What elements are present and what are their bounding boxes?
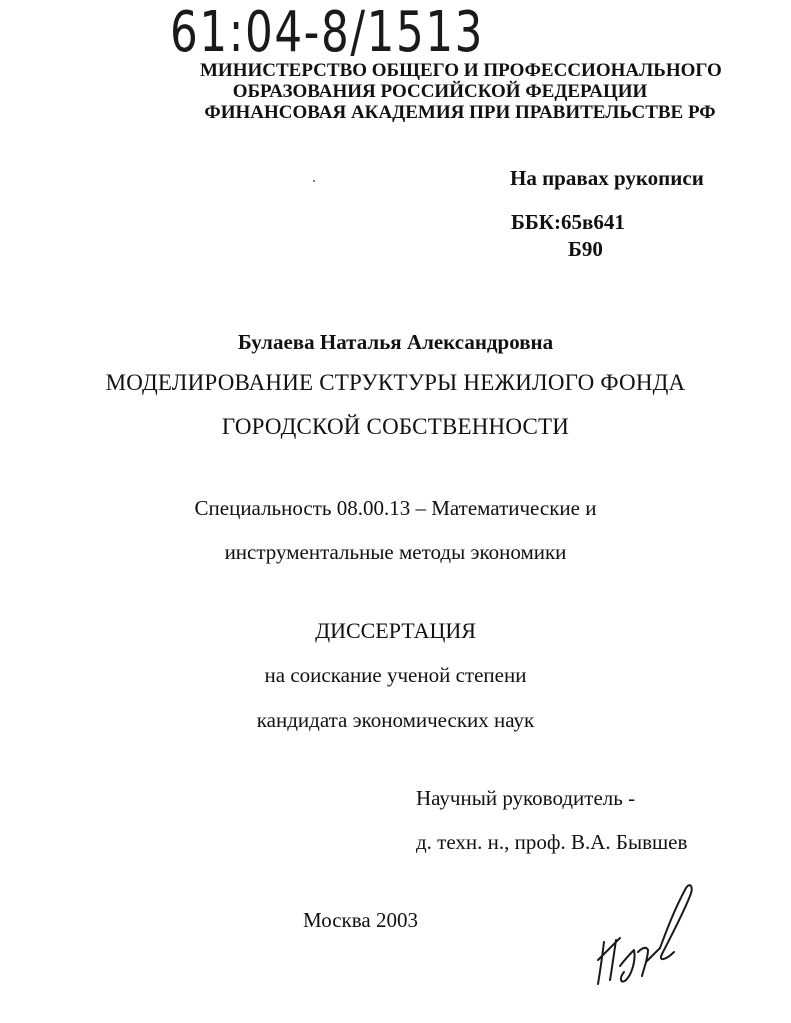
city-year: Москва 2003 (303, 908, 418, 932)
degree-line1: на соискание ученой степени (264, 663, 527, 687)
author-name: Булаева Наталья Александровна (237, 330, 554, 354)
academy-header: ФИНАНСОВАЯ АКАДЕМИЯ ПРИ ПРАВИТЕЛЬСТВЕ РФ (204, 102, 716, 123)
bbk-code: ББК:65в641 (511, 210, 625, 234)
specialty-line2: инструментальные методы экономики (224, 540, 567, 564)
specialty-line1: Специальность 08.00.13 – Математические и (194, 496, 597, 520)
title-line2: ГОРОДСКОЙ СОБСТВЕННОСТИ (221, 414, 570, 439)
work-type: ДИССЕРТАЦИЯ (315, 618, 476, 643)
degree-line2: кандидата экономических наук (256, 708, 535, 732)
title-line1: МОДЕЛИРОВАНИЕ СТРУКТУРЫ НЕЖИЛОГО ФОНДА (105, 370, 686, 395)
speck (313, 180, 315, 182)
supervisor-label: Научный руководитель - (416, 786, 636, 810)
ministry-header-line1: МИНИСТЕРСТВО ОБЩЕГО И ПРОФЕССИОНАЛЬНОГО (200, 60, 722, 81)
archive-stamp: 61:04-8/1513 (170, 0, 485, 65)
signature-drawing (590, 880, 700, 990)
rights-label: На правах рукописи (510, 166, 704, 190)
supervisor-name: д. техн. н., проф. В.А. Бывшев (416, 830, 688, 854)
ministry-header-line2: ОБРАЗОВАНИЯ РОССИЙСКОЙ ФЕДЕРАЦИИ (232, 81, 648, 102)
bbk-index: Б90 (568, 237, 603, 261)
